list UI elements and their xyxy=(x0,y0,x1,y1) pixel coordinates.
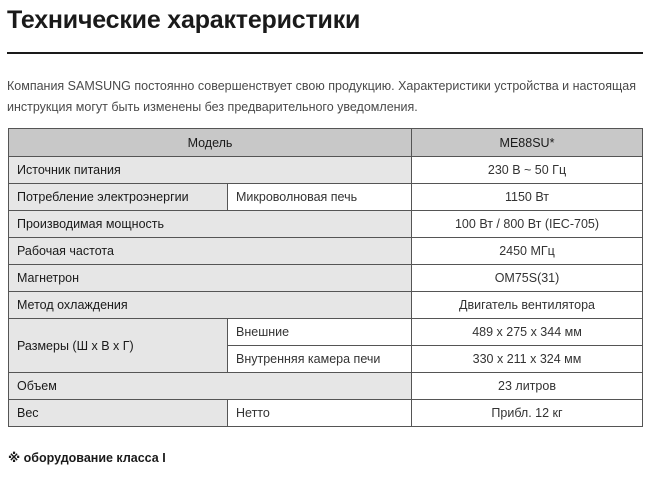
row-value-magnetron: OM75S(31) xyxy=(412,265,643,292)
table-row xyxy=(9,400,643,427)
row-label-power-source: Источник питания xyxy=(9,157,412,184)
row-value-volume: 23 литров xyxy=(412,373,643,400)
table-row xyxy=(9,292,643,319)
row-label-output-power: Производимая мощность xyxy=(9,211,412,238)
row-sub-weight: Нетто xyxy=(228,400,412,427)
row-value-cooling: Двигатель вентилятора xyxy=(412,292,643,319)
table-row xyxy=(9,184,643,211)
row-value-power-consumption: 1150 Вт xyxy=(412,184,643,211)
row-label-cooling: Метод охлаждения xyxy=(9,292,412,319)
intro-line-1: Компания SAMSUNG постоянно совершенствует свою продукцию. Характеристики устройства и настоящая xyxy=(7,79,636,93)
footnote: ※ оборудование класса I xyxy=(8,451,166,465)
table-row xyxy=(9,319,643,346)
row-sub-dimensions-cavity: Внутренняя камера печи xyxy=(228,346,412,373)
table-row xyxy=(9,265,643,292)
table-row xyxy=(9,157,643,184)
row-label-dimensions: Размеры (Ш x В x Г) xyxy=(9,319,228,373)
row-label-frequency: Рабочая частота xyxy=(9,238,412,265)
table-row xyxy=(9,238,643,265)
row-value-dimensions-outer: 489 x 275 x 344 мм xyxy=(412,319,643,346)
row-sub-dimensions-outer: Внешние xyxy=(228,319,412,346)
specs-table xyxy=(8,128,643,427)
table-row xyxy=(9,373,643,400)
title-divider xyxy=(7,52,643,54)
table-row xyxy=(9,211,643,238)
row-value-power-source: 230 В ~ 50 Гц xyxy=(412,157,643,184)
page-title: Технические характеристики xyxy=(7,6,361,34)
header-model-value: ME88SU* xyxy=(412,129,643,157)
intro-text xyxy=(7,76,643,118)
intro-line-2: инструкция могут быть изменены без предварительного уведомления. xyxy=(7,100,418,114)
row-label-weight: Вес xyxy=(9,400,228,427)
row-value-frequency: 2450 МГц xyxy=(412,238,643,265)
row-sub-power-consumption: Микроволновая печь xyxy=(228,184,412,211)
row-label-magnetron: Магнетрон xyxy=(9,265,412,292)
row-label-volume: Объем xyxy=(9,373,412,400)
table-header-row xyxy=(9,129,643,157)
row-label-power-consumption: Потребление электроэнергии xyxy=(9,184,228,211)
row-value-weight: Прибл. 12 кг xyxy=(412,400,643,427)
row-value-dimensions-cavity: 330 x 211 x 324 мм xyxy=(412,346,643,373)
row-value-output-power: 100 Вт / 800 Вт (IEC-705) xyxy=(412,211,643,238)
header-model-label: Модель xyxy=(9,129,412,157)
